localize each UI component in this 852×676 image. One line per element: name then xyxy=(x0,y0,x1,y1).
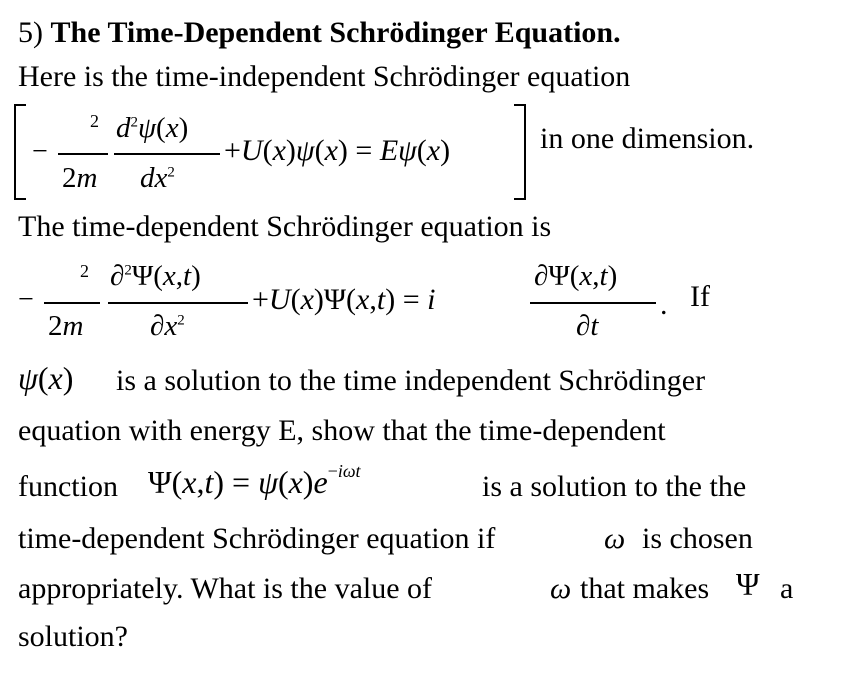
omega-symbol: ω xyxy=(604,522,626,555)
line-appropriately-c: a xyxy=(780,572,794,605)
omega-symbol-2: ω xyxy=(550,572,572,605)
line-energy: equation with energy E, show that the time-dependent xyxy=(18,414,666,447)
line-chosen-a: time-dependent Schrödinger equation if xyxy=(18,522,496,555)
line-appropriately-a: appropriately. What is the value of xyxy=(18,572,433,605)
problem-heading xyxy=(18,18,621,48)
eq2-suffix: If xyxy=(690,280,710,313)
line-solution-rest: is a solution to the the xyxy=(482,470,747,503)
function-word: function xyxy=(18,470,118,503)
eq1-suffix: in one dimension. xyxy=(540,122,755,155)
line-appropriately-b: that makes xyxy=(580,572,710,605)
problem-title: The Time-Dependent Schrödinger Equation. xyxy=(50,16,621,49)
line-chosen-b: is chosen xyxy=(642,522,753,555)
trial-function: $\Psi(x,t) = \psi(x)e^{-i\omega t}$ xyxy=(148,461,361,500)
td-intro-text: The time-dependent Schrödinger equation is xyxy=(18,210,552,243)
problem-number: 5) xyxy=(18,16,43,49)
intro-text: Here is the time-independent Schrödinger equation xyxy=(18,60,631,93)
line-psi-rest: is a solution to the time independent Schrödinger xyxy=(116,364,706,397)
line-last: solution? xyxy=(18,620,128,653)
psi-capital-symbol: Ψ xyxy=(736,566,760,602)
psi-of-x: ψ(x) xyxy=(18,360,74,396)
